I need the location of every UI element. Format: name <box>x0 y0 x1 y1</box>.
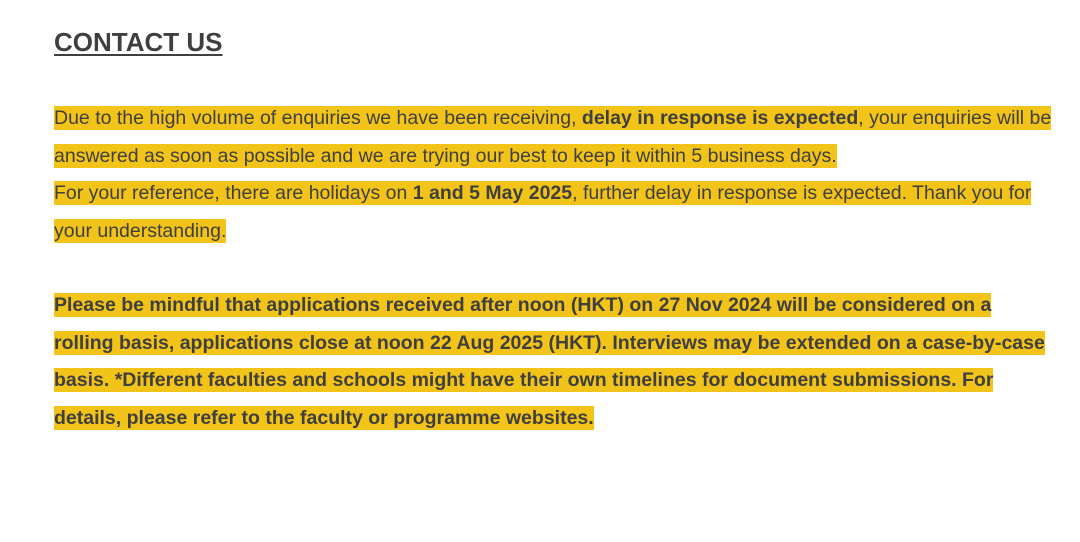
notice1-text-end: , your enquiries will be answered as soon as possible and we are trying our best to keep it within 5 business days. <box>54 107 1052 167</box>
application-deadline-notice <box>54 287 1054 437</box>
page-title: CONTACT US <box>54 27 223 57</box>
notice1-bold-text: delay in response is expected <box>581 107 859 129</box>
highlight <box>54 181 1031 243</box>
response-delay-notice <box>54 100 1054 175</box>
highlight <box>54 106 1051 168</box>
notice2-bold-text: 1 and 5 May 2025 <box>412 182 573 204</box>
holiday-notice <box>54 175 1054 250</box>
notice1-text-start: Due to the high volume of enquiries we have been receiving, <box>54 107 582 129</box>
notice2-text-start: For your reference, there are holidays on <box>54 182 413 204</box>
notice2-text-end: , further delay in response is expected. Thank you for your understanding. <box>54 182 1032 242</box>
highlight: Please be mindful that applications received after noon (HKT) on 27 Nov 2024 will be considered on a rolling basis, applications close at noon 22 Aug 2025 (HKT). Interviews may be extended on a case-by-case basis. *Different faculties and schools might have their own timelines for document submissions. For details, please refer to the faculty or programme websites. <box>54 294 1045 429</box>
contact-section <box>54 24 1054 437</box>
